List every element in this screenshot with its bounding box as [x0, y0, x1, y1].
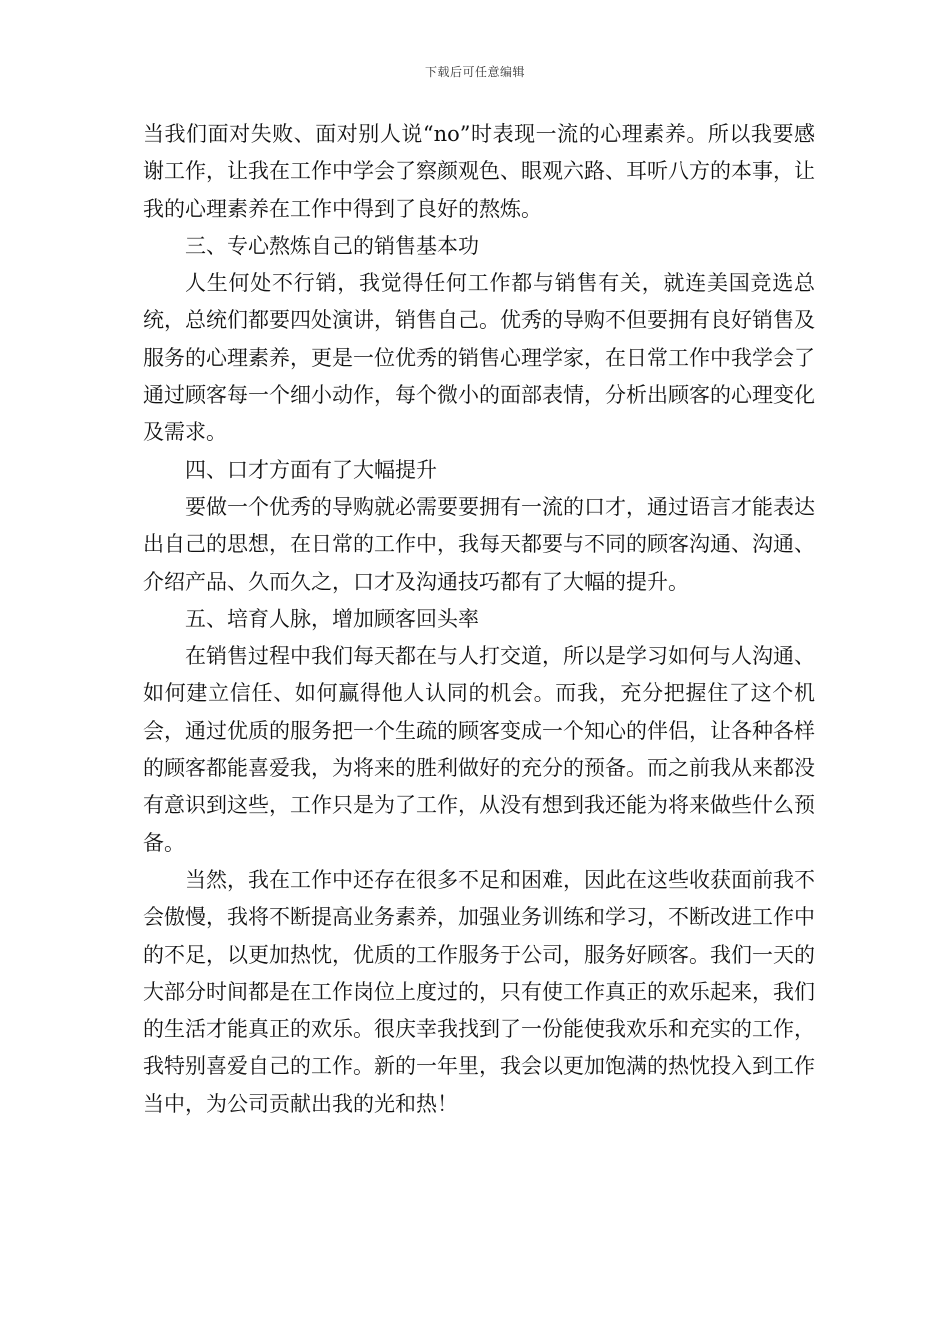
paragraph-eloquence: 要做一个优秀的导购就必需要要拥有一流的口才，通过语言才能表达出自己的思想，在日常的工作中，我每天都要与不同的顾客沟通、沟通、介绍产品、久而久之，口才及沟通技巧都有了大幅的提升。 [143, 494, 815, 594]
paragraph-conclusion: 当然，我在工作中还存在很多不足和困难，因此在这些收获面前我不会傲慢，我将不断提高业务素养，加强业务训练和学习，不断改进工作中的不足，以更加热忱，优质的工作服务于公司，服务好顾客。我们一天的大部分时间都是在工作岗位上度过的，只有使工作真正的欢乐起来，我们的生活才能真正的欢乐。很庆幸我找到了一份能使我欢乐和充实的工作，我特别喜爱自己的工作。新的一年里，我会以更加饱满的热忱投入到工作当中，为公司贡献出我的光和热！ [143, 867, 815, 1116]
section-heading-5: 五、培育人脉，增加顾客回头率 [185, 606, 479, 631]
section-heading-3: 三、专心熬炼自己的销售基本功 [185, 233, 479, 258]
page-header-note: 下载后可任意编辑 [424, 65, 525, 79]
document-body [143, 116, 815, 1123]
section-heading-4: 四、口才方面有了大幅提升 [185, 457, 437, 482]
paragraph-networking: 在销售过程中我们每天都在与人打交道，所以是学习如何与人沟通、如何建立信任、如何赢得他人认同的机会。而我，充分把握住了这个机会，通过优质的服务把一个生疏的顾客变成一个知心的伴侣，让各种各样的顾客都能喜爱我，为将来的胜利做好的充分的预备。而之前我从来都没有意识到这些，工作只是为了工作，从没有想到我还能为将来做些什么预备。 [143, 644, 815, 855]
paragraph-continuation: 当我们面对失败、面对别人说“no”时表现一流的心理素养。所以我要感谢工作，让我在工作中学会了察颜观色、眼观六路、耳听八方的本事，让我的心理素养在工作中得到了良好的熬炼。 [143, 122, 815, 221]
paragraph-sales-skills: 人生何处不行销，我觉得任何工作都与销售有关，就连美国竞选总统，总统们都要四处演讲，销售自己。优秀的导购不但要拥有良好销售及服务的心理素养，更是一位优秀的销售心理学家，在日常工作中我学会了通过顾客每一个细小动作，每个微小的面部表情，分析出顾客的心理变化及需求。 [143, 271, 815, 445]
